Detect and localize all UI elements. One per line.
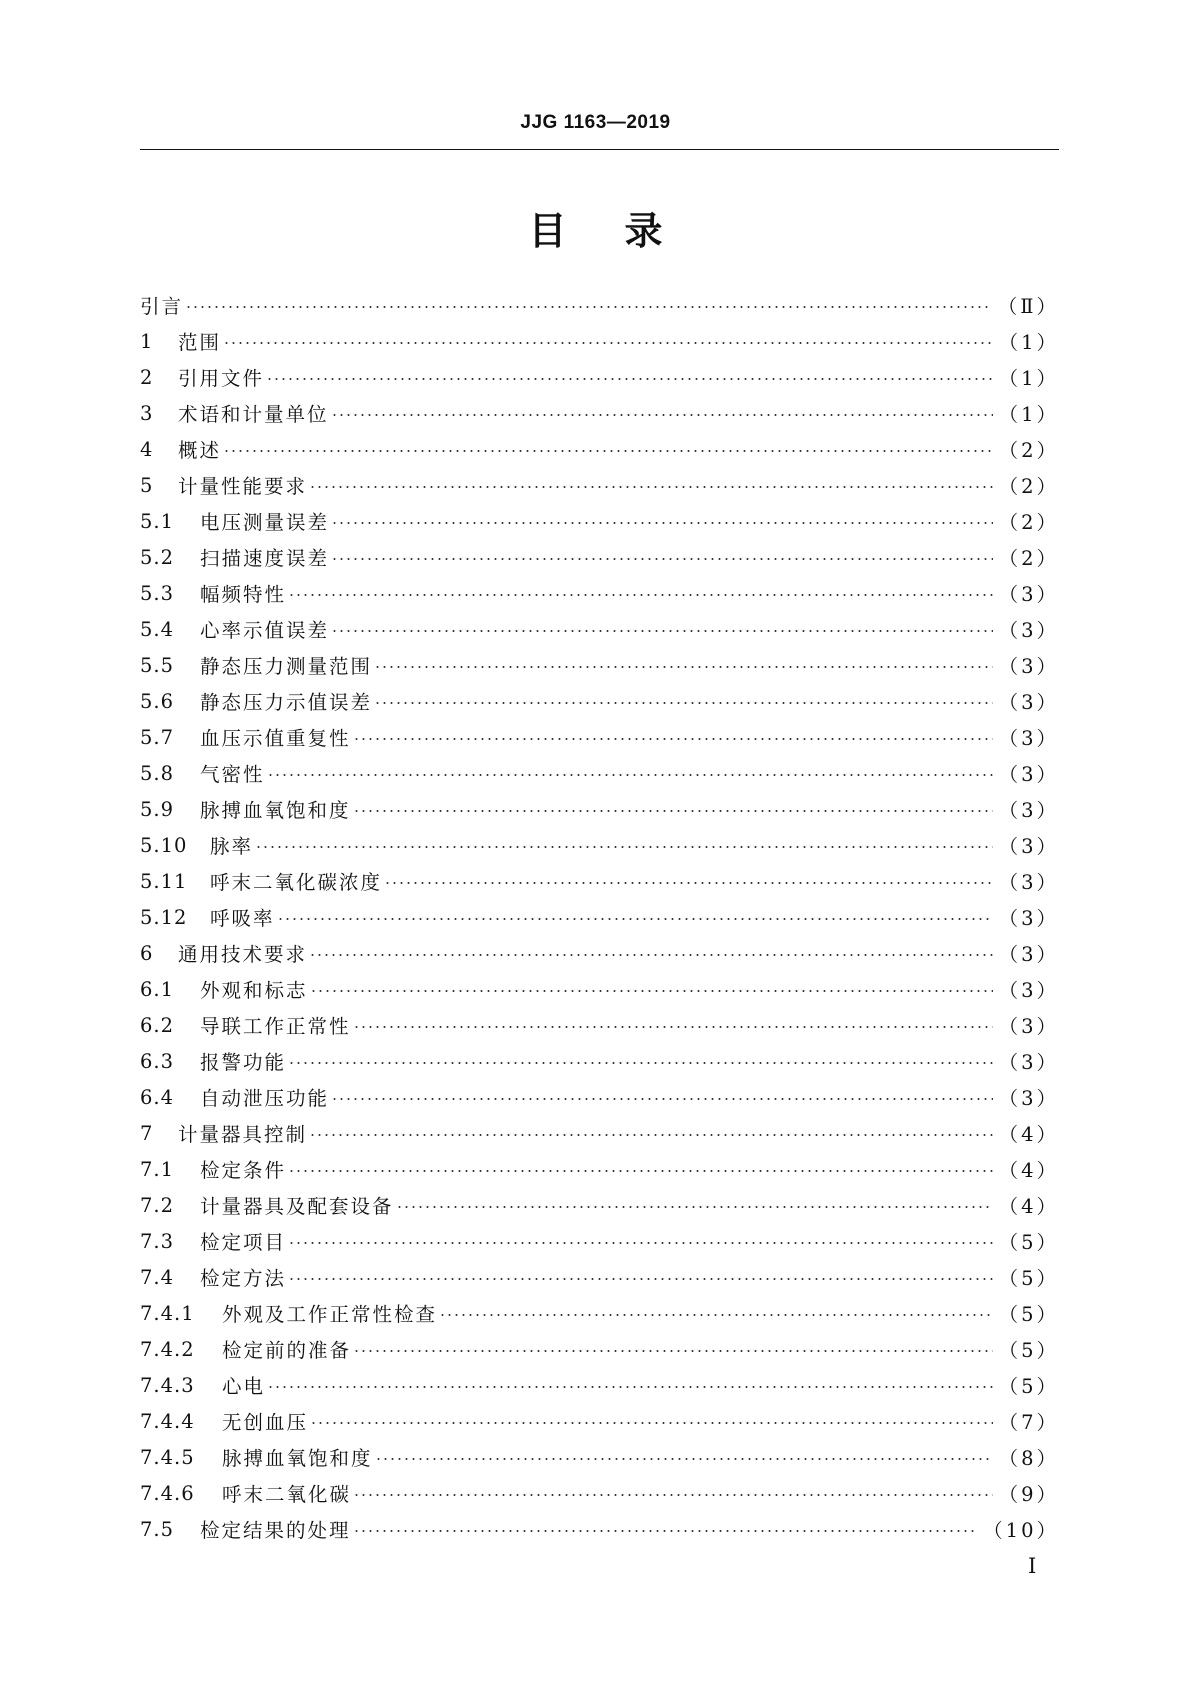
toc-entry-page: （1） — [998, 403, 1059, 426]
toc-entry-number: 5.6 — [140, 689, 175, 713]
toc-entry-number: 6.3 — [140, 1049, 175, 1073]
toc-dot-leader — [384, 882, 993, 884]
toc-dot-leader — [353, 1026, 993, 1028]
toc-dot-leader — [331, 414, 993, 416]
toc-entry[interactable] — [140, 1043, 1059, 1079]
toc-dot-leader — [288, 1170, 993, 1172]
toc-entry-number: 7.2 — [140, 1193, 175, 1217]
toc-dot-leader — [309, 954, 993, 956]
toc-entry-page: （3） — [998, 943, 1059, 966]
toc-entry[interactable] — [140, 611, 1059, 647]
toc-dot-leader — [288, 1242, 993, 1244]
toc-entry-title: 扫描速度误差 — [200, 547, 330, 570]
toc-dot-leader — [185, 306, 992, 308]
toc-entry-title: 静态压力示值误差 — [200, 691, 373, 714]
toc-entry-page: （3） — [998, 727, 1059, 750]
toc-dot-leader — [353, 810, 993, 812]
toc-dot-leader — [310, 990, 993, 992]
toc-entry[interactable] — [140, 755, 1059, 791]
toc-entry-title: 通用技术要求 — [178, 943, 308, 966]
toc-entry-number: 6.4 — [140, 1085, 175, 1109]
toc-entry-number: 7.4.6 — [140, 1481, 195, 1505]
toc-dot-leader — [396, 1206, 993, 1208]
toc-entry[interactable] — [140, 683, 1059, 719]
toc-entry-title: 检定条件 — [200, 1159, 287, 1182]
toc-entry[interactable] — [140, 575, 1059, 611]
toc-entry-title: 心率示值误差 — [200, 619, 330, 642]
toc-entry[interactable] — [140, 1475, 1059, 1511]
toc-dot-leader — [267, 1386, 993, 1388]
toc-entry[interactable] — [140, 827, 1059, 863]
toc-entry-title: 气密性 — [200, 763, 265, 786]
toc-entry-page: （3） — [998, 691, 1059, 714]
toc-entry-title: 计量器具及配套设备 — [200, 1195, 394, 1218]
toc-dot-leader — [353, 738, 993, 740]
toc-entry[interactable] — [140, 431, 1059, 467]
toc-dot-leader — [309, 486, 993, 488]
toc-entry-page: （2） — [998, 547, 1059, 570]
toc-entry-number: 5.11 — [140, 869, 188, 893]
toc-entry-title: 引言 — [140, 295, 184, 318]
toc-entry[interactable] — [140, 1115, 1059, 1151]
toc-entry-title: 自动泄压功能 — [200, 1087, 330, 1110]
toc-entry-title: 呼末二氧化碳浓度 — [210, 871, 383, 894]
toc-entry-page: （5） — [998, 1375, 1059, 1398]
toc-dot-leader — [331, 630, 993, 632]
toc-entry-number: 5.4 — [140, 617, 175, 641]
toc-entry-title: 检定项目 — [200, 1231, 287, 1254]
toc-entry-number: 6.1 — [140, 977, 175, 1001]
toc-entry-number: 5.9 — [140, 797, 175, 821]
toc-entry-title: 幅频特性 — [200, 583, 287, 606]
toc-entry-page: （3） — [998, 799, 1059, 822]
toc-entry-number: 7.4.4 — [140, 1409, 195, 1433]
toc-dot-leader — [309, 1134, 993, 1136]
toc-dot-leader — [255, 846, 993, 848]
toc-entry-title: 报警功能 — [200, 1051, 287, 1074]
toc-entry[interactable] — [140, 719, 1059, 755]
toc-entry[interactable] — [140, 503, 1059, 539]
toc-entry-number: 2 — [140, 365, 154, 389]
toc-entry-number: 5.3 — [140, 581, 175, 605]
toc-entry[interactable] — [140, 1187, 1059, 1223]
toc-entry-number: 5.7 — [140, 725, 175, 749]
toc-title-char-1: 目 — [528, 209, 567, 253]
toc-entry-page: （3） — [998, 583, 1059, 606]
toc-entry-title: 无创血压 — [222, 1411, 309, 1434]
toc-dot-leader — [223, 450, 993, 452]
toc-entry[interactable] — [140, 863, 1059, 899]
toc-entry-title: 电压测量误差 — [200, 511, 330, 534]
toc-entry-number: 5.10 — [140, 833, 188, 857]
toc-entry[interactable] — [140, 395, 1059, 431]
toc-entry-page: （3） — [998, 907, 1059, 930]
toc-entry-page: （3） — [998, 655, 1059, 678]
toc-entry-page: （4） — [998, 1159, 1059, 1182]
toc-entry-title: 检定方法 — [200, 1267, 287, 1290]
toc-entry-title: 脉搏血氧饱和度 — [200, 799, 351, 822]
toc-entry-title: 计量器具控制 — [178, 1123, 308, 1146]
toc-entry-number: 5.5 — [140, 653, 175, 677]
header-rule — [140, 149, 1059, 150]
toc-entry[interactable] — [140, 935, 1059, 971]
toc-entry-page: （10） — [983, 1519, 1059, 1542]
toc-dot-leader — [375, 1458, 993, 1460]
toc-entry-title: 范围 — [178, 331, 222, 354]
toc-entry-number: 7.1 — [140, 1157, 175, 1181]
toc-entry-title: 检定前的准备 — [222, 1339, 352, 1362]
toc-entry-page: （3） — [998, 871, 1059, 894]
toc-entry-page: （2） — [998, 475, 1059, 498]
toc-entry-page: （5） — [998, 1303, 1059, 1326]
toc-entry-page: （4） — [998, 1123, 1059, 1146]
toc-entry-number: 5.8 — [140, 761, 175, 785]
toc-entry-number: 6.2 — [140, 1013, 175, 1037]
toc-dot-leader — [310, 1422, 993, 1424]
toc-entry[interactable] — [140, 1367, 1059, 1403]
toc-entry[interactable] — [140, 359, 1059, 395]
toc-entry-number: 3 — [140, 401, 154, 425]
toc-dot-leader — [331, 522, 993, 524]
toc-entry-page: （1） — [998, 331, 1059, 354]
toc-dot-leader — [331, 558, 993, 560]
toc-entry-page: （3） — [998, 835, 1059, 858]
toc-entry-page: （3） — [998, 979, 1059, 1002]
toc-entry[interactable] — [140, 1223, 1059, 1259]
toc-entry[interactable] — [140, 323, 1059, 359]
toc-entry[interactable] — [140, 1295, 1059, 1331]
toc-entry-number: 7.4.5 — [140, 1445, 195, 1469]
toc-entry-page: （Ⅱ） — [997, 295, 1059, 318]
toc-entry-title: 外观及工作正常性检查 — [222, 1303, 438, 1326]
toc-dot-leader — [267, 774, 993, 776]
toc-entry-title: 概述 — [178, 439, 222, 462]
toc-entry[interactable] — [140, 1439, 1059, 1475]
page-number: Ⅰ — [1028, 1554, 1037, 1578]
toc-entry[interactable] — [140, 1079, 1059, 1115]
toc-entry[interactable] — [140, 539, 1059, 575]
toc-entry-number: 7.3 — [140, 1229, 175, 1253]
toc-dot-leader — [374, 666, 993, 668]
toc-dot-leader — [374, 702, 993, 704]
toc-entry-number: 7.4.1 — [140, 1301, 195, 1325]
toc-entry-number: 4 — [140, 437, 154, 461]
toc-entry-page: （1） — [998, 367, 1059, 390]
toc-entry-number: 5.12 — [140, 905, 188, 929]
toc-entry-title: 呼吸率 — [210, 907, 275, 930]
toc-entry[interactable] — [140, 791, 1059, 827]
toc-entry-number: 6 — [140, 941, 154, 965]
toc-dot-leader — [331, 1098, 993, 1100]
toc-entry-title: 脉搏血氧饱和度 — [222, 1447, 373, 1470]
toc-entry-number: 7 — [140, 1121, 154, 1145]
toc-entry-title: 检定结果的处理 — [200, 1519, 351, 1542]
toc-entry-number: 1 — [140, 329, 154, 353]
toc-entry-number: 5.2 — [140, 545, 175, 569]
toc-entry-page: （5） — [998, 1339, 1059, 1362]
toc-dot-leader — [223, 342, 993, 344]
toc-dot-leader — [353, 1530, 978, 1532]
toc-entry-page: （7） — [998, 1411, 1059, 1434]
toc-entry-title: 脉率 — [210, 835, 254, 858]
toc-entry-title: 计量性能要求 — [178, 475, 308, 498]
toc-entry-page: （2） — [998, 439, 1059, 462]
toc-dot-leader — [288, 1062, 993, 1064]
toc-entry-page: （3） — [998, 619, 1059, 642]
toc-title — [0, 200, 1191, 255]
toc-entry-page: （2） — [998, 511, 1059, 534]
toc-entry[interactable] — [140, 1151, 1059, 1187]
toc-entry-page: （9） — [998, 1483, 1059, 1506]
toc-entry-title: 血压示值重复性 — [200, 727, 351, 750]
toc-entry-page: （3） — [998, 763, 1059, 786]
toc-entry-number: 7.4.3 — [140, 1373, 195, 1397]
toc-entry-title: 外观和标志 — [200, 979, 308, 1002]
toc-dot-leader — [288, 594, 993, 596]
toc-entry-page: （5） — [998, 1231, 1059, 1254]
toc-entry-number: 5 — [140, 473, 154, 497]
toc-entry[interactable] — [140, 467, 1059, 503]
toc-entry-title: 导联工作正常性 — [200, 1015, 351, 1038]
toc-dot-leader — [288, 1278, 993, 1280]
toc-entry[interactable] — [140, 1403, 1059, 1439]
toc-entry-page: （3） — [998, 1015, 1059, 1038]
toc-entry-title: 心电 — [222, 1375, 266, 1398]
toc-dot-leader — [439, 1314, 993, 1316]
toc-entry-title: 呼末二氧化碳 — [222, 1483, 352, 1506]
toc-entry-page: （5） — [998, 1267, 1059, 1290]
toc-title-char-2: 录 — [624, 209, 663, 253]
toc-dot-leader — [277, 918, 993, 920]
toc-entry[interactable] — [140, 1007, 1059, 1043]
toc-entry[interactable] — [140, 287, 1059, 323]
toc-entry-title: 静态压力测量范围 — [200, 655, 373, 678]
toc-dot-leader — [353, 1350, 993, 1352]
toc-entry-number: 5.1 — [140, 509, 175, 533]
toc-entry[interactable] — [140, 1259, 1059, 1295]
toc-dot-leader — [353, 1494, 993, 1496]
toc-entry-title: 术语和计量单位 — [178, 403, 329, 426]
toc-entry-number: 7.5 — [140, 1517, 175, 1541]
toc-entry-title: 引用文件 — [178, 367, 265, 390]
toc-entry-page: （3） — [998, 1087, 1059, 1110]
toc-entry-number: 7.4 — [140, 1265, 175, 1289]
toc-entry[interactable] — [140, 1511, 1059, 1547]
running-header: JJG 1163—2019 — [520, 112, 671, 133]
toc-list — [140, 287, 1059, 1547]
toc-entry[interactable] — [140, 1331, 1059, 1367]
toc-entry-page: （8） — [998, 1447, 1059, 1470]
toc-entry[interactable] — [140, 647, 1059, 683]
toc-entry-page: （3） — [998, 1051, 1059, 1074]
toc-dot-leader — [266, 378, 993, 380]
toc-entry-number: 7.4.2 — [140, 1337, 195, 1361]
toc-entry[interactable] — [140, 971, 1059, 1007]
toc-entry-page: （4） — [998, 1195, 1059, 1218]
toc-entry[interactable] — [140, 899, 1059, 935]
